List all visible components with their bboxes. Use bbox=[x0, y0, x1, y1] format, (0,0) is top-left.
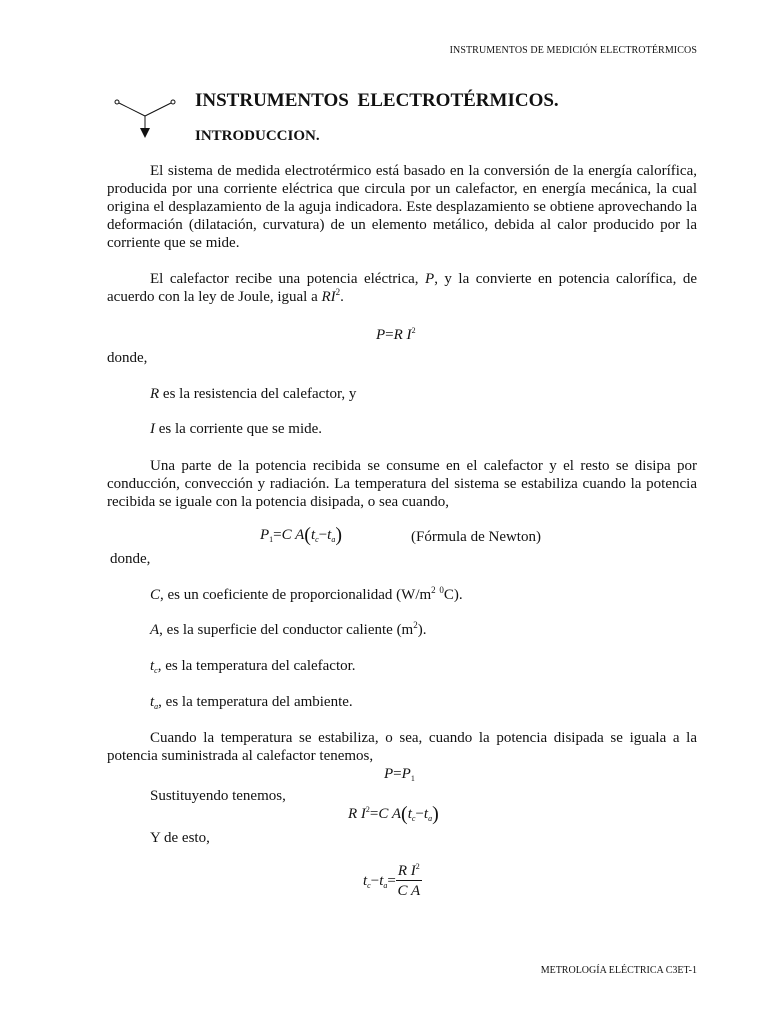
definition-r: R es la resistencia del calefactor, y bbox=[150, 386, 357, 402]
donde-label: donde, bbox=[107, 350, 148, 366]
equation-newton-label: (Fórmula de Newton) bbox=[411, 529, 541, 545]
equation-substitution: R $I^2=C$ $A(t_c-t_a)$ bbox=[348, 803, 439, 825]
y-de-esto-label: Y de esto, bbox=[150, 830, 210, 846]
equation-fraction: $\frac{R I^2}{\text{C A}}$ bbox=[397, 862, 421, 899]
equation-result: $t_c-t_a=$ $\frac{R I^2}{\text{C A}}$ bbox=[363, 862, 421, 899]
equation-newton: $P_1=C$ $A(t_c-t_a)$ bbox=[260, 524, 343, 546]
equilibrium-paragraph: Cuando la temperatura se estabiliza, o sea, cuando la potencia disipada se iguala a la potencia suministrada al calefactor tenemos, bbox=[107, 730, 697, 764]
definition-c: C, es un coeficiente de proporcionalidad ($W/m^2$ $^0$C). bbox=[150, 585, 463, 603]
equation-joule: P=R $I^2$ bbox=[376, 326, 416, 343]
definition-a: A, es la superficie del conductor caliente $(m^2)$. bbox=[150, 620, 427, 638]
equation-equilibrium: $P=P_1$ bbox=[384, 766, 415, 783]
running-header: INSTRUMENTOS DE MEDICIÓN ELECTROTÉRMICOS bbox=[449, 45, 697, 56]
sustituyendo-label: Sustituyendo tenemos, bbox=[150, 788, 286, 804]
donde-label-2: donde, bbox=[110, 551, 151, 567]
intro-paragraph: El sistema de medida electrotérmico está basado en la conversión de la energía calorífica, producida por una corriente eléctrica que circula por un calefactor, en energía mecánica, la cual origina el desplazamiento de la aguja indicadora. Este desplazamiento se obtiene aprovechando la deformación (dilatación, curvatura) de un elemento metálico, debida al calor producido por la corriente que se mide. bbox=[107, 163, 697, 251]
section-heading: INTRODUCCION. bbox=[195, 128, 320, 144]
definition-tc: $t_c$, es la temperatura del calefactor. bbox=[150, 658, 356, 675]
definition-ta: $t_a$, es la temperatura del ambiente. bbox=[150, 694, 353, 711]
definition-i: I es la corriente que se mide. bbox=[150, 421, 323, 437]
joule-paragraph: El calefactor recibe una potencia eléctrica, P, y la convierte en potencia calorífica, de acuerdo con la ley de Joule, igual a $RI^2$. bbox=[107, 271, 697, 305]
page-title: INSTRUMENTOS ELECTROTÉRMICOS. bbox=[195, 90, 559, 111]
dissipation-paragraph: Una parte de la potencia recibida se consume en el calefactor y el resto se disipa por conducción, convección y radiación. La temperatura del sistema se estabiliza cuando la potencia recibida se iguale con la potencia disipada, o sea cuando, bbox=[107, 458, 697, 510]
running-footer: METROLOGÍA ELÉCTRICA C3ET-1 bbox=[540, 965, 697, 976]
instrument-symbol-icon bbox=[113, 98, 179, 140]
